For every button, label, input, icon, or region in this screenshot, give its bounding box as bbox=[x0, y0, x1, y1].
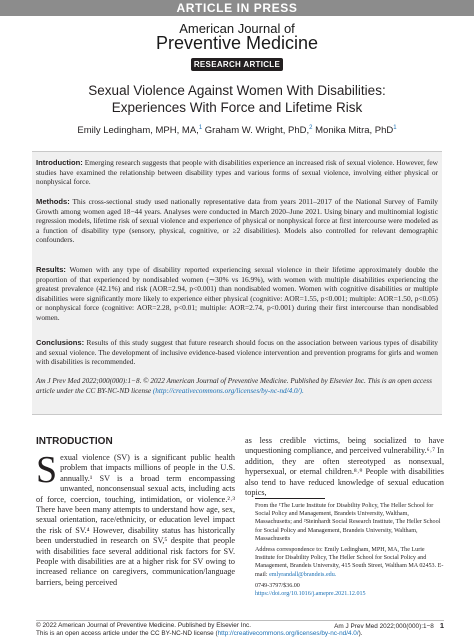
abstract-introduction bbox=[36, 158, 438, 187]
author-name: Emily Ledingham, MPH, MA, bbox=[77, 125, 199, 137]
drop-cap: S bbox=[36, 449, 58, 491]
abstract-methods-text: This cross-sectional study used nationally representative data from years 2011–2017 of the National Survey of Family Growth among women aged 18−44 years. Analyses were conducted in March 2020–June 2021. Using binary and multinomial logistic regression models, lifetime risk of sexual violence and experience of physical or nonphysical force at first intercourse were modeled as a function of disability type (sensory, physical, cognitive, or ≥2 disabilities). Models also controlled for relevant demographic confounders. bbox=[36, 197, 438, 245]
author-list bbox=[20, 125, 454, 136]
abstract-results bbox=[36, 265, 438, 323]
author-affiliation-mark[interactable]: 1 bbox=[393, 125, 397, 131]
introduction-right-text: as less credible victims, being socialized to have unquestioning compliance, and perceived vulnerability.⁶˒⁷ In addition, they are often stereotyped as nonsexual, hypersexual, or eternal children.⁸˒⁹ People with disabilities also tend to have reduced knowledge of sexual education topics, bbox=[245, 436, 444, 498]
abstract-introduction-label: Introduction: bbox=[36, 158, 83, 167]
footer-copyright: © 2022 American Journal of Preventive Medicine. Published by Elsevier Inc. bbox=[36, 622, 252, 629]
author-affiliation-mark[interactable]: 1 bbox=[198, 125, 203, 131]
introduction-right-column bbox=[245, 436, 444, 498]
affiliation-block bbox=[255, 502, 444, 598]
section-label-badge: RESEARCH ARTICLE bbox=[191, 58, 283, 71]
abstract-conclusions-label: Conclusions: bbox=[36, 338, 85, 347]
article-title-line2: Experiences With Force and Lifetime Risk bbox=[111, 100, 363, 115]
footer-license-suffix: ). bbox=[358, 630, 363, 637]
abstract-methods bbox=[36, 197, 438, 245]
abstract-methods-label: Methods: bbox=[36, 197, 70, 206]
journal-name-line1: American Journal of bbox=[179, 21, 295, 36]
issn: 0749-3797/$36.00 bbox=[255, 582, 300, 589]
footer-license-line bbox=[36, 630, 366, 638]
doi-link[interactable]: https://doi.org/10.1016/j.amepre.2021.12.015 bbox=[255, 591, 366, 598]
abstract-results-text: Women with any type of disability reported experiencing sexual violence in their lifetime approximately double the proportion of that experienced by nondisabled women (∼30% vs 16.9%), with women with multiple disabilities experiencing the greatest prevalence (42.1%) and risk (AOR=2.94, p<0.001) than nondisabled women. Women with cognitive disabilities or multiple disabilities were significantly more likely to experience either physical (cognitive: AOR=1.55, p<0.001; multiple: AOR=1.50, p<0.05) or nonphysical force (cognitive: AOR=2.28, p<0.01; multiple: AOR=2.74, p<0.001) during their first intercourse than nondisabled women. bbox=[36, 265, 438, 322]
license-link[interactable]: (http://creativecommons.org/licenses/by-nc-nd/4.0/). bbox=[152, 386, 304, 395]
email-link[interactable]: emlyrandall@brandeis.edu. bbox=[269, 571, 337, 578]
abstract-conclusions bbox=[36, 338, 438, 367]
introduction-left-text: exual violence (SV) is a significant public health problem that impacts millions of people in the U.S. annually.¹ SV is a broad term encompassing unwanted, nonconsensual sexual acts, including acts of force, coercion, touching, intimidation, or violence.²˒³ There have been many attempts to understand how age, sex, sexual orientation, race/ethnicity, or education level impact the risk of SV.⁴ However, disability status has historically been understudied in research on SV,⁵ despite that people with disabilities face several additional risk factors for SV. People with disabilities are at a higher risk for SV owing to increased reliance on caregivers, communication/language barriers, being perceived bbox=[36, 453, 235, 587]
introduction-heading: INTRODUCTION bbox=[36, 436, 113, 447]
author-affiliation-mark[interactable]: 2 bbox=[309, 125, 313, 131]
journal-name-line2: Preventive Medicine bbox=[155, 33, 319, 53]
abstract-introduction-text: Emerging research suggests that people with disabilities experience an increased risk of sexual violence. However, few studies have examined the relationship between disability types and various forms of sexual violence, involving either physical or nonphysical force. bbox=[36, 158, 438, 187]
author-name: Graham W. Wright, PhD, bbox=[204, 125, 310, 137]
author-name: Monika Mitra, PhD bbox=[315, 125, 394, 137]
introduction-left-column bbox=[36, 449, 235, 588]
page-number: 1 bbox=[439, 621, 444, 630]
article-in-press-banner: ARTICLE IN PRESS bbox=[0, 0, 474, 16]
correspondence-text: Address correspondence to: Emily Ledingham, MPH, MA, The Lurie Institute for Disability Policy, The Heller School for Social Policy and Management, Brandeis University, 415 South Street, Waltham MA 02453. E-mail: bbox=[255, 547, 444, 578]
abstract-conclusions-text: Results of this study suggest that future research should focus on the association between various types of disability and sexual violence. The development of inclusive evidence-based violence intervention and prevention programs for girls and women with disabilities is recommended. bbox=[36, 338, 438, 367]
abstract-results-label: Results: bbox=[36, 265, 66, 274]
correspondence-address bbox=[255, 546, 444, 579]
affiliation-divider bbox=[255, 498, 325, 499]
article-title bbox=[40, 82, 434, 116]
abstract-citation bbox=[36, 377, 438, 396]
footer-license-prefix: This is an open access article under the CC BY-NC-ND license ( bbox=[36, 630, 218, 637]
footer-divider bbox=[36, 620, 444, 621]
footer-journal-citation: Am J Prev Med 2022;000(000):1−8 bbox=[334, 623, 434, 630]
affiliation-from: From the ¹The Lurie Institute for Disability Policy, The Heller School for Social Policy and Management, Brandeis University, Waltham, Massachusetts; and ²Steinhardt Social Research Institute, The Heller School for Social Policy and Management, Brandeis University, Waltham, Massachusetts bbox=[255, 503, 441, 542]
abstract-citation-text: Am J Prev Med 2022;000(000):1−8. © 2022 American Journal of Preventive Medicine. Published by Elsevier Inc. This is an open access article under the CC BY-NC-ND license bbox=[36, 377, 432, 395]
article-title-line1: Sexual Violence Against Women With Disabilities: bbox=[88, 83, 386, 98]
footer-citation bbox=[334, 622, 444, 631]
footer-license-link[interactable]: http://creativecommons.org/licenses/by-nc-nd/4.0/ bbox=[217, 630, 359, 637]
